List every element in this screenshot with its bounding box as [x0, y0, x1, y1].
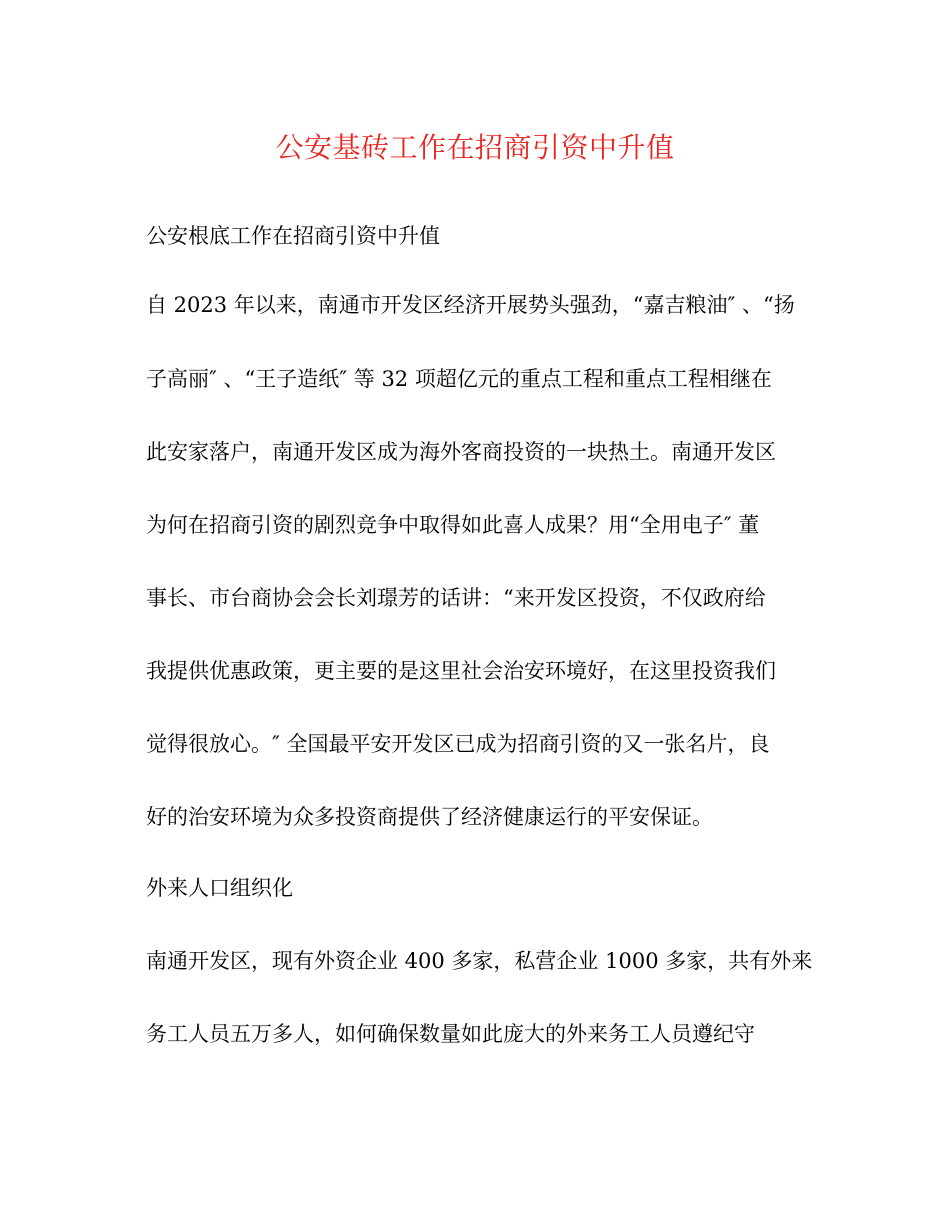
subtitle: 公安根底工作在招商引资中升值 [146, 224, 440, 248]
document-title: 公安基砖工作在招商引资中升值 [275, 131, 675, 164]
paragraph-line: 子高丽″ 、“王子造纸″ 等 32 项超亿元的重点工程和重点工程相继在 [146, 367, 772, 391]
paragraph-line: 我提供优惠政策，更主要的是这里社会治安环境好，在这里投资我们 [146, 659, 776, 683]
paragraph-line: 自 2023 年以来，南通市开发区经济开展势头强劲，“嘉吉粮油″ 、“扬 [146, 293, 795, 317]
paragraph-line: 为何在招商引资的剧烈竞争中取得如此喜人成果？用“全用电子″ 董 [146, 513, 760, 537]
paragraph-line: 好的治安环境为众多投资商提供了经济健康运行的平安保证。 [146, 805, 713, 829]
paragraph-line: 南通开发区，现有外资企业 400 多家，私营企业 1000 多家，共有外来 [146, 949, 813, 973]
paragraph-line: 事长、市台商协会会长刘璟芳的话讲：“来开发区投资，不仅政府给 [146, 586, 766, 610]
section-heading: 外来人口组织化 [146, 876, 293, 900]
paragraph-line: 务工人员五万多人，如何确保数量如此庞大的外来务工人员遵纪守 [146, 1022, 755, 1046]
paragraph-line: 此安家落户，南通开发区成为海外客商投资的一块热土。南通开发区 [146, 440, 776, 464]
paragraph-line: 觉得很放心。″ 全国最平安开发区已成为招商引资的又一张名片，良 [146, 732, 770, 756]
